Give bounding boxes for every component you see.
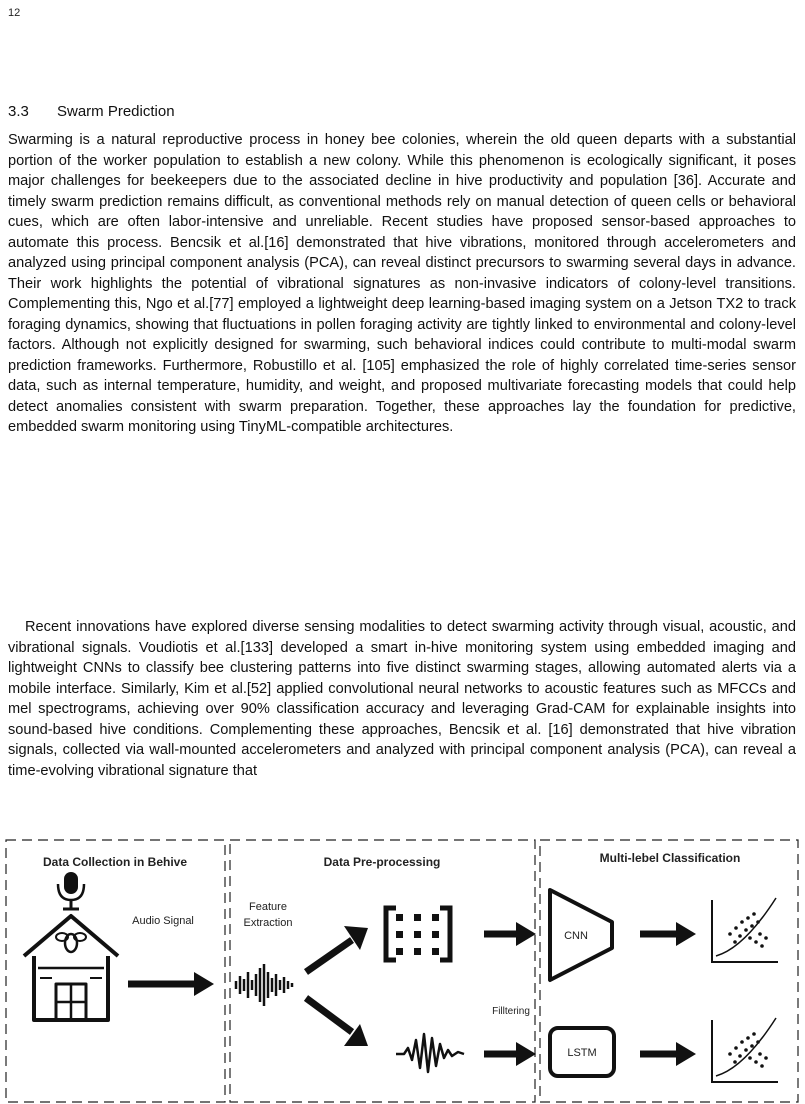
lstm-block xyxy=(550,1028,614,1076)
lstm-label: LSTM xyxy=(567,1047,597,1059)
arrow-to-lstm xyxy=(484,1042,536,1066)
panel-multilabel-classification xyxy=(540,840,798,1102)
paragraph-2: Recent innovations have explored diverse sensing modalities to detect swarming activity through visual, acoustic, and vibrational signals. Voudiotis et al.[133] developed a smart in-hive monitoring system using embedded imaging and lightweight CNNs to classify bee clustering patterns into five distinct swarming stages, allowing automated alerts via a mobile interface. Similarly, Kim et al.[52] applied convolutional neural networks to acoustic features such as MFCCs and mel spectrograms, achieving over 90% classification accuracy and leveraging Grad-CAM for explainable insights into sound-based hive conditions. Complementing these approaches, Bencsik et al. [16] demonstrated that hive vibration signals, collected via wall-mounted accelerometers and analyzed with principal component analysis (PCA), can reveal a time-evolving vibrational signature that xyxy=(8,619,796,779)
audio-signal-label: Audio Signal xyxy=(132,915,194,927)
panel-data-preprocessing xyxy=(230,840,535,1102)
beehive-microphone-icon xyxy=(24,872,118,1020)
section-heading xyxy=(8,103,175,120)
filtering-label: Filltering xyxy=(492,1006,530,1017)
feature-extraction-label-line2: Extraction xyxy=(243,917,293,929)
section-number: 3.3 xyxy=(8,103,29,120)
arrow-to-feature-matrix xyxy=(306,926,368,972)
arrow-to-cnn xyxy=(484,922,536,946)
waveform-icon xyxy=(236,964,292,1006)
scatter-plot-icon xyxy=(712,1018,778,1082)
pipeline-figure xyxy=(0,838,805,1104)
section-title: Swarm Prediction xyxy=(57,103,175,120)
arrow-audio-to-features xyxy=(128,972,214,996)
panel-data-collection xyxy=(6,840,225,1102)
arrow-to-oscillation xyxy=(306,998,368,1046)
feature-extraction-label-line1: Feature xyxy=(249,901,287,913)
oscillation-signal-icon xyxy=(396,1034,464,1072)
scatter-plot-icon xyxy=(712,898,778,962)
panel-title-multilabel-classification: Multi-lebel Classification xyxy=(599,851,741,865)
arrow-cnn-to-output xyxy=(640,922,696,946)
feature-matrix-icon xyxy=(386,908,450,960)
arrow-lstm-to-output xyxy=(640,1042,696,1066)
page-number: 12 xyxy=(8,7,21,19)
panel-title-data-collection: Data Collection in Behive xyxy=(42,855,188,869)
cnn-block xyxy=(550,890,612,980)
panel-title-data-preprocessing: Data Pre-processing xyxy=(323,855,441,869)
paragraph-1: Swarming is a natural reproductive process in honey bee colonies, wherein the old queen departs with a substantial portion of the worker population to establish a new colony. While this phenomenon is ecologically significant, it poses major challenges for beekeepers due to the associated decline in hive productivity and population [36]. Accurate and timely swarm prediction remains difficult, as conventional methods rely on manual detection of queen cells or behavioral cues, which are often labor-intensive and unreliable. Recent studies have proposed sensor-based approaches to automate this process. Bencsik et al.[16] demonstrated that hive vibrations, monitored through accelerometers and analyzed using principal component analysis (PCA), can reveal distinct precursors to swarming several days in advance. Their work highlights the potential of vibrational signatures as non-invasive indicators of colony-level transitions. Complementing this, Ngo et al.[77] employed a lightweight deep learning-based imaging system on a Jetson TX2 to track foraging dynamics, showing that fluctuations in pollen foraging activity are tightly linked to environmental and colony-level factors. Although not explicitly designed for swarming, such behavioral indices could contribute to multi-modal swarm prediction frameworks. Furthermore, Robustillo et al. [105] emphasized the role of highly correlated time-series sensor data, such as internal temperature, humidity, and weight, and proposed multivariate forecasting models that could help detect anomalies consistent with swarm preparation. Together, these approaches lay the foundation for predictive, embedded swarm monitoring using TinyML-compatible architectures. xyxy=(8,132,796,435)
cnn-label: CNN xyxy=(564,930,588,942)
